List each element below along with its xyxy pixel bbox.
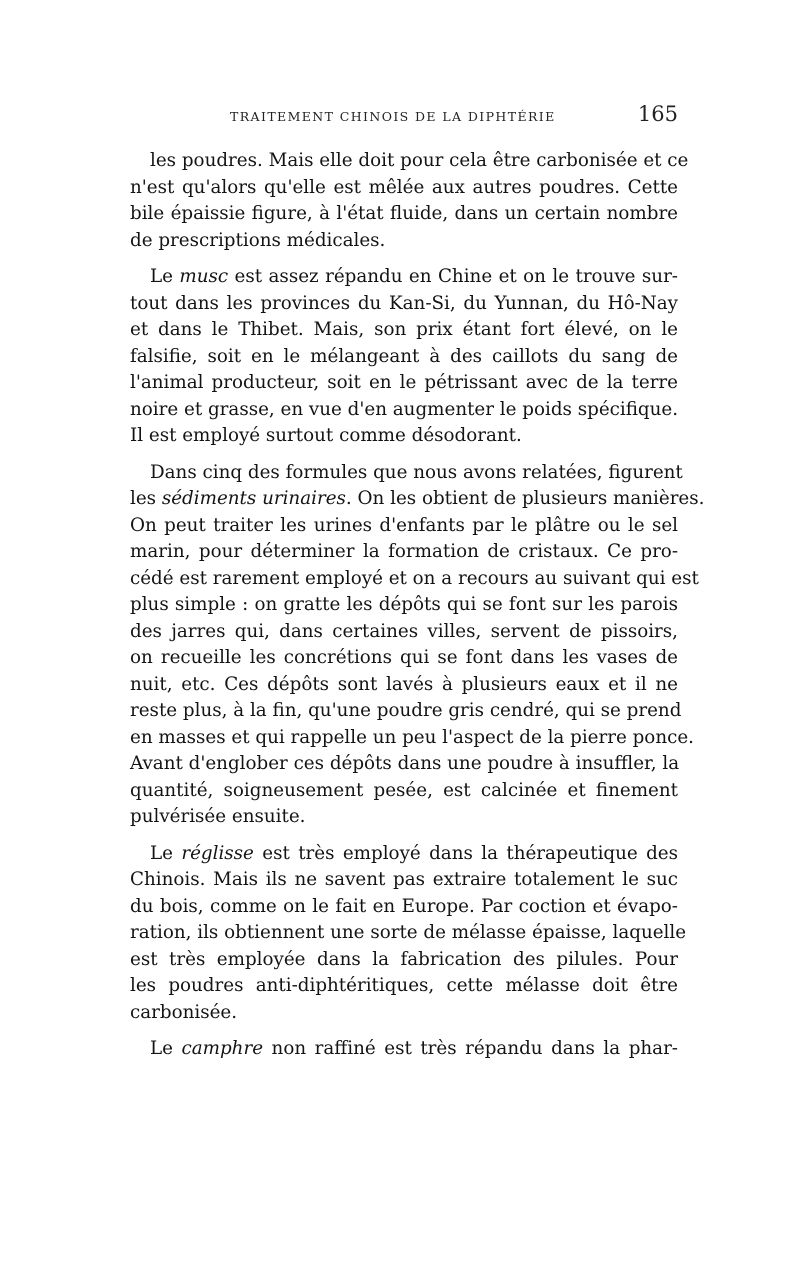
body-text: [130, 148, 705, 1063]
text-line: carbonisée.: [130, 1001, 238, 1023]
text-line: noire et grasse, en vue d'en augmenter le poids spécifique.: [130, 398, 679, 420]
paragraph: [130, 460, 705, 831]
paragraph: [130, 1036, 678, 1063]
text-line: pulvérisée ensuite.: [130, 806, 306, 827]
text-line: nuit, etc. Ces dépôts sont lavés à plusieurs eaux et il ne: [130, 673, 678, 695]
text-line: est très employée dans la fabrication des pilules. Pour: [130, 948, 678, 970]
book-page: [130, 100, 705, 1063]
italic-term: camphre: [181, 1038, 264, 1059]
text-line: Avant d'englober ces dépôts dans une poudre à insuffler, la: [130, 753, 680, 774]
text-line: n'est qu'alors qu'elle est mêlée aux autres poudres. Cette: [130, 176, 678, 198]
page-number: 165: [637, 102, 678, 126]
text-line: des jarres qui, dans certaines villes, servent de pissoirs,: [130, 620, 678, 642]
paragraph: [130, 841, 687, 1027]
text-line: quantité, soigneusement pesée, est calcinée et finement: [130, 779, 678, 801]
italic-term: sédiments urinaires: [161, 488, 346, 509]
text-line: en masses et qui rappelle un peu l'aspect de la pierre ponce.: [130, 726, 694, 748]
italic-term: musc: [179, 266, 229, 287]
paragraph: [130, 264, 678, 450]
text-line: et dans le Thibet. Mais, son prix étant fort élevé, on le: [130, 319, 678, 340]
text-line: Chinois. Mais ils ne savent pas extraire totalement le suc: [130, 869, 678, 890]
text-line: on recueille les concrétions qui se font dans les vases de: [130, 647, 678, 668]
text-line: Le réglisse est très employé dans la thérapeutique des: [150, 842, 678, 864]
text-line: bile épaissie figure, à l'état fluide, dans un certain nombre: [130, 203, 678, 224]
text-line: cédé est rarement employé et on a recours au suivant qui est: [130, 567, 699, 589]
text-line: Dans cinq des formules que nous avons relatées, figurent: [150, 461, 683, 483]
text-line: On peut traiter les urines d'enfants par le plâtre ou le sel: [130, 514, 678, 536]
text-line: les poudres anti-diphtéritiques, cette mélasse doit être: [130, 975, 678, 996]
text-line: falsifie, soit en le mélangeant à des caillots du sang de: [130, 345, 678, 367]
running-head: [130, 100, 678, 140]
italic-term: réglisse: [181, 842, 254, 864]
text-line: de prescriptions médicales.: [130, 229, 386, 251]
text-line: les sédiments urinaires. On les obtient de plusieurs manières.: [130, 488, 705, 509]
text-line: du bois, comme on le fait en Europe. Par coction et évapo-: [130, 895, 678, 917]
text-line: plus simple : on gratte les dépôts qui se font sur les parois: [130, 594, 678, 615]
paragraph: [130, 148, 689, 254]
text-line: reste plus, à la fin, qu'une poudre gris cendré, qui se prend: [130, 700, 682, 721]
text-line: Il est employé surtout comme désodorant.: [130, 425, 522, 446]
text-line: ration, ils obtiennent une sorte de mélasse épaisse, laquelle: [130, 922, 687, 943]
running-title: TRAITEMENT CHINOIS DE LA DIPHTÉRIE: [230, 109, 556, 124]
text-line: les poudres. Mais elle doit pour cela être carbonisée et ce: [150, 150, 689, 171]
text-line: l'animal producteur, soit en le pétrissant avec de la terre: [130, 372, 678, 393]
text-line: tout dans les provinces du Kan-Si, du Yunnan, du Hô-Nay: [130, 292, 678, 314]
text-line: Le musc est assez répandu en Chine et on le trouve sur-: [150, 266, 678, 287]
text-line: marin, pour déterminer la formation de cristaux. Ce pro-: [130, 541, 678, 562]
text-line: Le camphre non raffiné est très répandu dans la phar-: [150, 1038, 678, 1059]
